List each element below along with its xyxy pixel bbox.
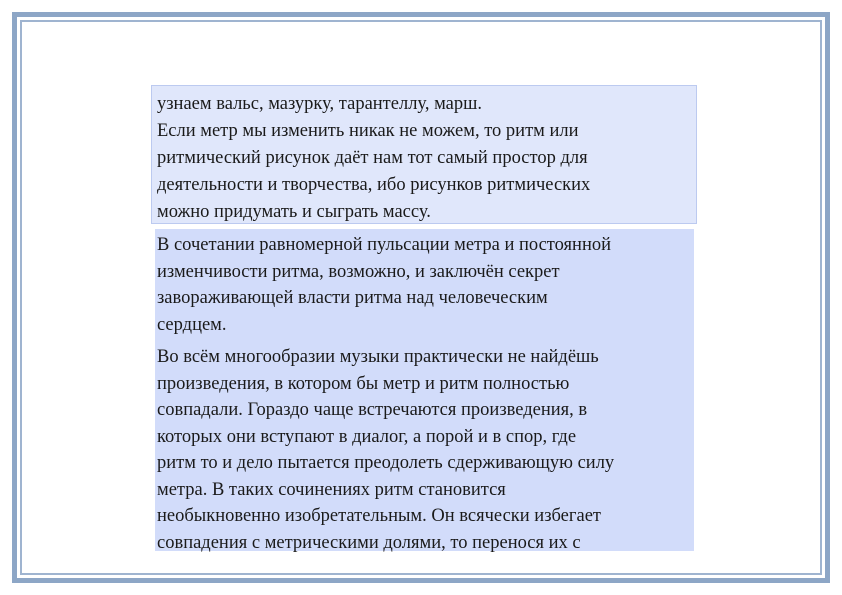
text-line: необыкновенно изобретательным. Он всячески избегает bbox=[157, 506, 601, 526]
paragraph-rhythm-secret bbox=[157, 232, 694, 338]
text-line: Если метр мы изменить никак не можем, то ритм или bbox=[157, 121, 579, 141]
text-line: завораживающей власти ритма над человеческим bbox=[157, 288, 548, 308]
text-line: произведения, в котором бы метр и ритм полностью bbox=[157, 373, 570, 394]
text-line: узнаем вальс, мазурку, тарантеллу, марш. bbox=[157, 94, 482, 114]
text-line: В сочетании равномерной пульсации метра и постоянной bbox=[157, 235, 611, 255]
text-line: Во всём многообразии музыки практически не найдёшь bbox=[157, 347, 599, 367]
text-block-bottom bbox=[155, 229, 694, 551]
text-line: можно придумать и сыграть массу. bbox=[157, 202, 431, 222]
text-line: совпадали. Гораздо чаще встречаются произведения, в bbox=[157, 400, 588, 420]
text-line: изменчивости ритма, возможно, и заключён секрет bbox=[157, 261, 560, 282]
text-line: ритм то и дело пытается преодолеть сдерживающую силу bbox=[157, 453, 615, 473]
text-line: деятельности и творчества, ибо рисунков ритмических bbox=[157, 175, 591, 195]
text-line: метра. В таких сочинениях ритм становится bbox=[157, 479, 506, 500]
text-line: которых они вступают в диалог, а порой и в спор, где bbox=[157, 426, 577, 447]
text-line: сердцем. bbox=[157, 314, 227, 335]
text-line: совпадения с метрическими долями, то перенося их с bbox=[157, 532, 581, 553]
text-block-top bbox=[151, 85, 697, 224]
paragraph-meter-rhythm-dialog bbox=[157, 344, 694, 556]
text-line: ритмический рисунок даёт нам тот самый простор для bbox=[157, 148, 588, 168]
